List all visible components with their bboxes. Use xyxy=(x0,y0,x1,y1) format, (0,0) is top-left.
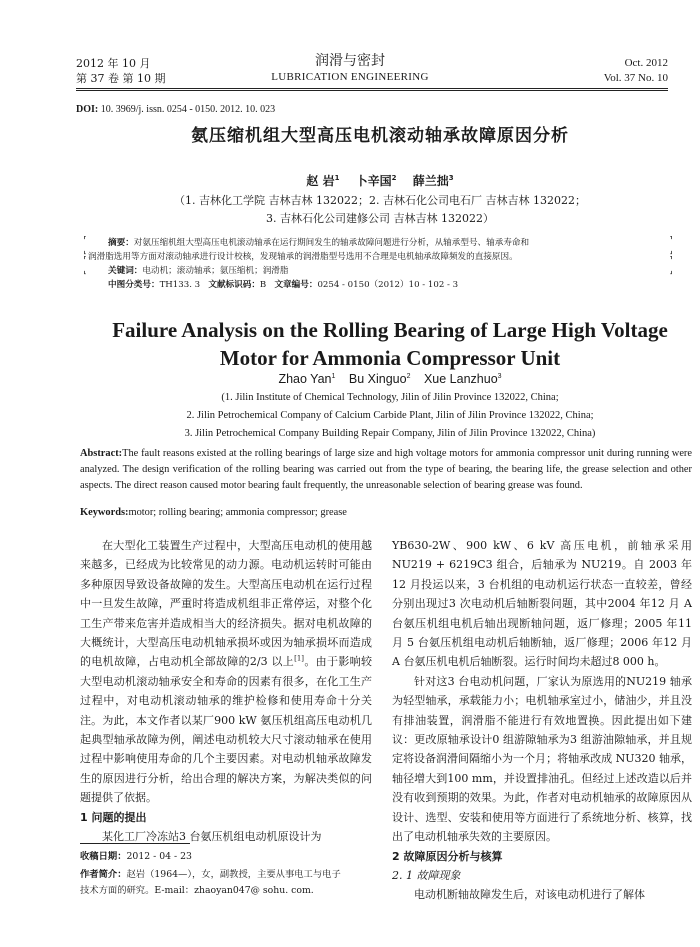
footnote-author xyxy=(80,867,380,899)
journal-title-cn: 润滑与密封 xyxy=(315,53,385,69)
authors-en xyxy=(0,372,700,386)
paper-title-en-line-1: Failure Analysis on the Rolling Bearing of Large High Voltage xyxy=(112,318,668,342)
abstract-en-label: Abstract: xyxy=(80,448,123,459)
author-en-name: Bu Xinguo xyxy=(348,372,407,386)
classification-value: TH133. 3 xyxy=(159,280,201,290)
footnote-received xyxy=(80,849,380,865)
doi-value: 10. 3969/j. issn. 0254 - 0150. 2012. 10. 023 xyxy=(100,104,276,115)
section-heading-2: 2 故障原因分析与核算 xyxy=(392,849,503,863)
abstract-cn xyxy=(88,236,628,292)
subsection-heading-2-1: 2. 1 故障现象 xyxy=(392,868,461,882)
author-bio-line-1 xyxy=(80,867,380,883)
author-en-name: Xue Lanzhuo xyxy=(423,372,498,386)
section-heading-1: 1 问题的提出 xyxy=(80,810,147,824)
affiliation-cn-line-1: （1. 吉林化工学院 吉林吉林 132022；2. 吉林石化公司电石厂 吉林吉林 132022； xyxy=(174,194,586,207)
header-center xyxy=(0,52,700,84)
received-label: 收稿日期： xyxy=(80,851,127,862)
received-date: 2012 - 04 - 23 xyxy=(126,851,192,862)
author-en-name: Zhao Yan xyxy=(278,372,332,386)
body-paragraph: 电动机断轴故障发生后，对该电动机进行了解体 xyxy=(414,888,645,902)
header-right xyxy=(604,56,668,86)
author-en-sup: 2 xyxy=(406,372,411,380)
author-cn-1 xyxy=(306,174,339,188)
classification-label: 中图分类号： xyxy=(108,280,160,290)
classification-line xyxy=(108,278,628,292)
abstract-cn-line-1 xyxy=(108,236,628,250)
affiliation-en-line-2: 2. Jilin Petrochemical Company of Calcium Carbide Plant, Jilin of Jilin Province 132022, China; xyxy=(186,410,594,421)
left-brace-icon: ⸢ ⸤ ⸢ ⸤ xyxy=(83,236,87,276)
abstract-en xyxy=(80,446,692,494)
body-column-right xyxy=(392,536,692,905)
author-cn-3 xyxy=(413,174,454,188)
author-cn-name: 赵 岩 xyxy=(306,174,335,188)
affiliation-cn-line-2: 3. 吉林石化公司建修公司 吉林吉林 132022） xyxy=(266,212,494,225)
header-volume-cn: 第 37 卷 第 10 期 xyxy=(76,72,166,85)
body-column-left xyxy=(80,536,372,847)
author-cn-2 xyxy=(356,174,397,188)
keywords-cn-label: 关键词： xyxy=(108,266,143,276)
keywords-en xyxy=(80,507,347,518)
body-paragraph xyxy=(80,536,372,808)
keywords-en-label: Keywords: xyxy=(80,507,129,518)
article-number-value: 0254 - 0150（2012）10 - 102 - 3 xyxy=(317,280,459,290)
article-number-label: 文章编号： xyxy=(274,280,318,290)
author-en-2 xyxy=(349,372,411,386)
abstract-cn-line-2: 润滑脂选用等方面对滚动轴承进行设计校核，发现轴承的润滑脂型号选用不合理是电机轴承故障频发的直接原因。 xyxy=(88,252,518,262)
doi-label: DOI: xyxy=(76,104,99,115)
body-text: 在大型化工装置生产过程中，大型高压电动机的使用越来越多，已经成为比较常见的动力源。电动机运转时可能由多种原因导致设备故障的发生。大型高压电动机在运行过程中一旦发生故障，严重时将造成机组非正常停运，对整个化工生产带来危害并造成相当大的经济损失。据对电机故障的大概统计，大型高压电动机轴承损坏或因为轴承损坏而造成的电机故障，占电动机全部故障的2/3 以上 xyxy=(80,539,372,669)
author-bio-line-2: 技术方面的研究。E-mail：zhaoyan047@ sohu. com. xyxy=(80,885,314,896)
author-bio-text-1: 赵岩（1964—），女，副教授，主要从事电工与电子 xyxy=(126,869,341,880)
author-bio-label: 作者简介： xyxy=(80,869,127,880)
author-cn-sup: 2 xyxy=(391,174,397,182)
author-cn-sup: 1 xyxy=(334,174,340,182)
header-volume-en: Vol. 37 No. 10 xyxy=(603,72,668,84)
paper-title-en xyxy=(0,316,700,372)
author-en-sup: 3 xyxy=(497,372,502,380)
author-en-1 xyxy=(278,372,335,386)
body-paragraph: 某化工厂冷冻站3 台氨压机组电动机原设计为 xyxy=(102,830,322,844)
header-date-cn: 2012 年 10 月 xyxy=(76,57,151,70)
citation-ref: [1] xyxy=(294,654,305,663)
doc-code-value: B xyxy=(259,280,267,290)
author-cn-name: 卜辛国 xyxy=(355,174,392,188)
author-cn-sup: 3 xyxy=(448,174,454,182)
abstract-cn-label: 摘要： xyxy=(108,238,134,248)
header-rule-secondary xyxy=(76,90,668,91)
affiliation-en-line-3: 3. Jilin Petrochemical Company Building Repair Company, Jilin of Jilin Province 132022, China) xyxy=(184,428,596,439)
doi-line xyxy=(76,104,275,115)
authors-cn xyxy=(0,172,700,189)
body-text: 。由于影响较大型电动机滚动轴承安全和寿命的因素有很多，在化工生产过程中，对电动机滚动轴承的维护检修和使用寿命十分关注。为此，本文作者以某厂900 kW 氨压机组高压电动机几起典型轴承故障为例，阐述电动机较大尺寸滚动轴承在使用过程中影响使用寿命的几个主要因素。对电动机轴承故障发生的原因进行分析，给出合理的解决方案，为解决类似的问题提供了依据。 xyxy=(80,655,372,805)
abstract-cn-text-1: 对氨压缩机组大型高压电机滚动轴承在运行期间发生的轴承故障问题进行分析，从轴承型号、轴承寿命和 xyxy=(133,238,530,248)
header-date-en: Oct. 2012 xyxy=(624,57,668,69)
affiliation-en-line-1: (1. Jilin Institute of Chemical Technology, Jilin of Jilin Province 132022, China; xyxy=(221,392,559,403)
doc-code-label: 文献标识码： xyxy=(208,280,260,290)
keywords-en-value: motor; rolling bearing; ammonia compressor; grease xyxy=(128,507,347,518)
body-paragraph: YB630-2W、900 kW、6 kV 高压电机，前轴承采用NU219 + 6219C3 组合，后轴承为 NU219。自 2003 年12 月投运以来，3 台机组的电动机运行状态一直较差，曾经分别出现过3 次电动机后轴断裂问题，其中2004 年12 月 A 台氨压机组电机后轴出现断轴问题，返厂修理；2005 年11 月 5 台氨压机组电动机后轴断轴，返厂修理；2006 年12 月 A 台氨压机电机后轴断裂。运行时间均未超过8 000 h。 xyxy=(392,539,692,669)
author-en-3 xyxy=(424,372,502,386)
body-paragraph: 针对这3 台电动机问题，厂家认为原选用的NU219 轴承为轻型轴承，承载能力小；电机轴承室过小，储油少，并且没有排油装置，润滑脂不能进行有效地置换。因此提出如下建议：更改原轴承设计0 组游隙轴承为3 组游油隙轴承，并且规定将设备润滑间隔缩小为一个月；将轴承改成 NU320 轴承，轴径增大到100 mm，并设置排油孔。但经过上述改造以后并没有收到预期的效果。为此，作者对电动机轴承的故障原因从设计、选型、安装和使用等方面进行了系统地分析、核算，找出了电动机轴承失效的主要原因。 xyxy=(392,674,692,844)
footnote-rule xyxy=(80,843,190,844)
abstract-en-text: The fault reasons existed at the rolling bearings of large size and high voltage motors for ammonia compressor unit during running were analyzed. The design verification of the rolling bearing was carried out from the type of bearing, the bearing life, the grease selection and other aspects. The direct reason caused motor bearing fault frequently, the unreasonable selection of bearing grease was found. xyxy=(80,448,692,491)
journal-title-en: LUBRICATION ENGINEERING xyxy=(271,71,429,83)
keywords-cn-value: 电动机；滚动轴承；氨压缩机；润滑脂 xyxy=(142,266,289,276)
paper-title-cn: 氨压缩机组大型高压电机滚动轴承故障原因分析 xyxy=(191,126,569,146)
right-brace-icon: ⸣ ⸥ ⸣ ⸥ xyxy=(669,236,673,276)
header-rule xyxy=(76,88,668,89)
author-en-sup: 1 xyxy=(331,372,336,380)
paper-title-en-line-2: Motor for Ammonia Compressor Unit xyxy=(219,346,561,370)
author-cn-name: 薛兰拙 xyxy=(412,174,449,188)
keywords-cn xyxy=(108,264,628,278)
